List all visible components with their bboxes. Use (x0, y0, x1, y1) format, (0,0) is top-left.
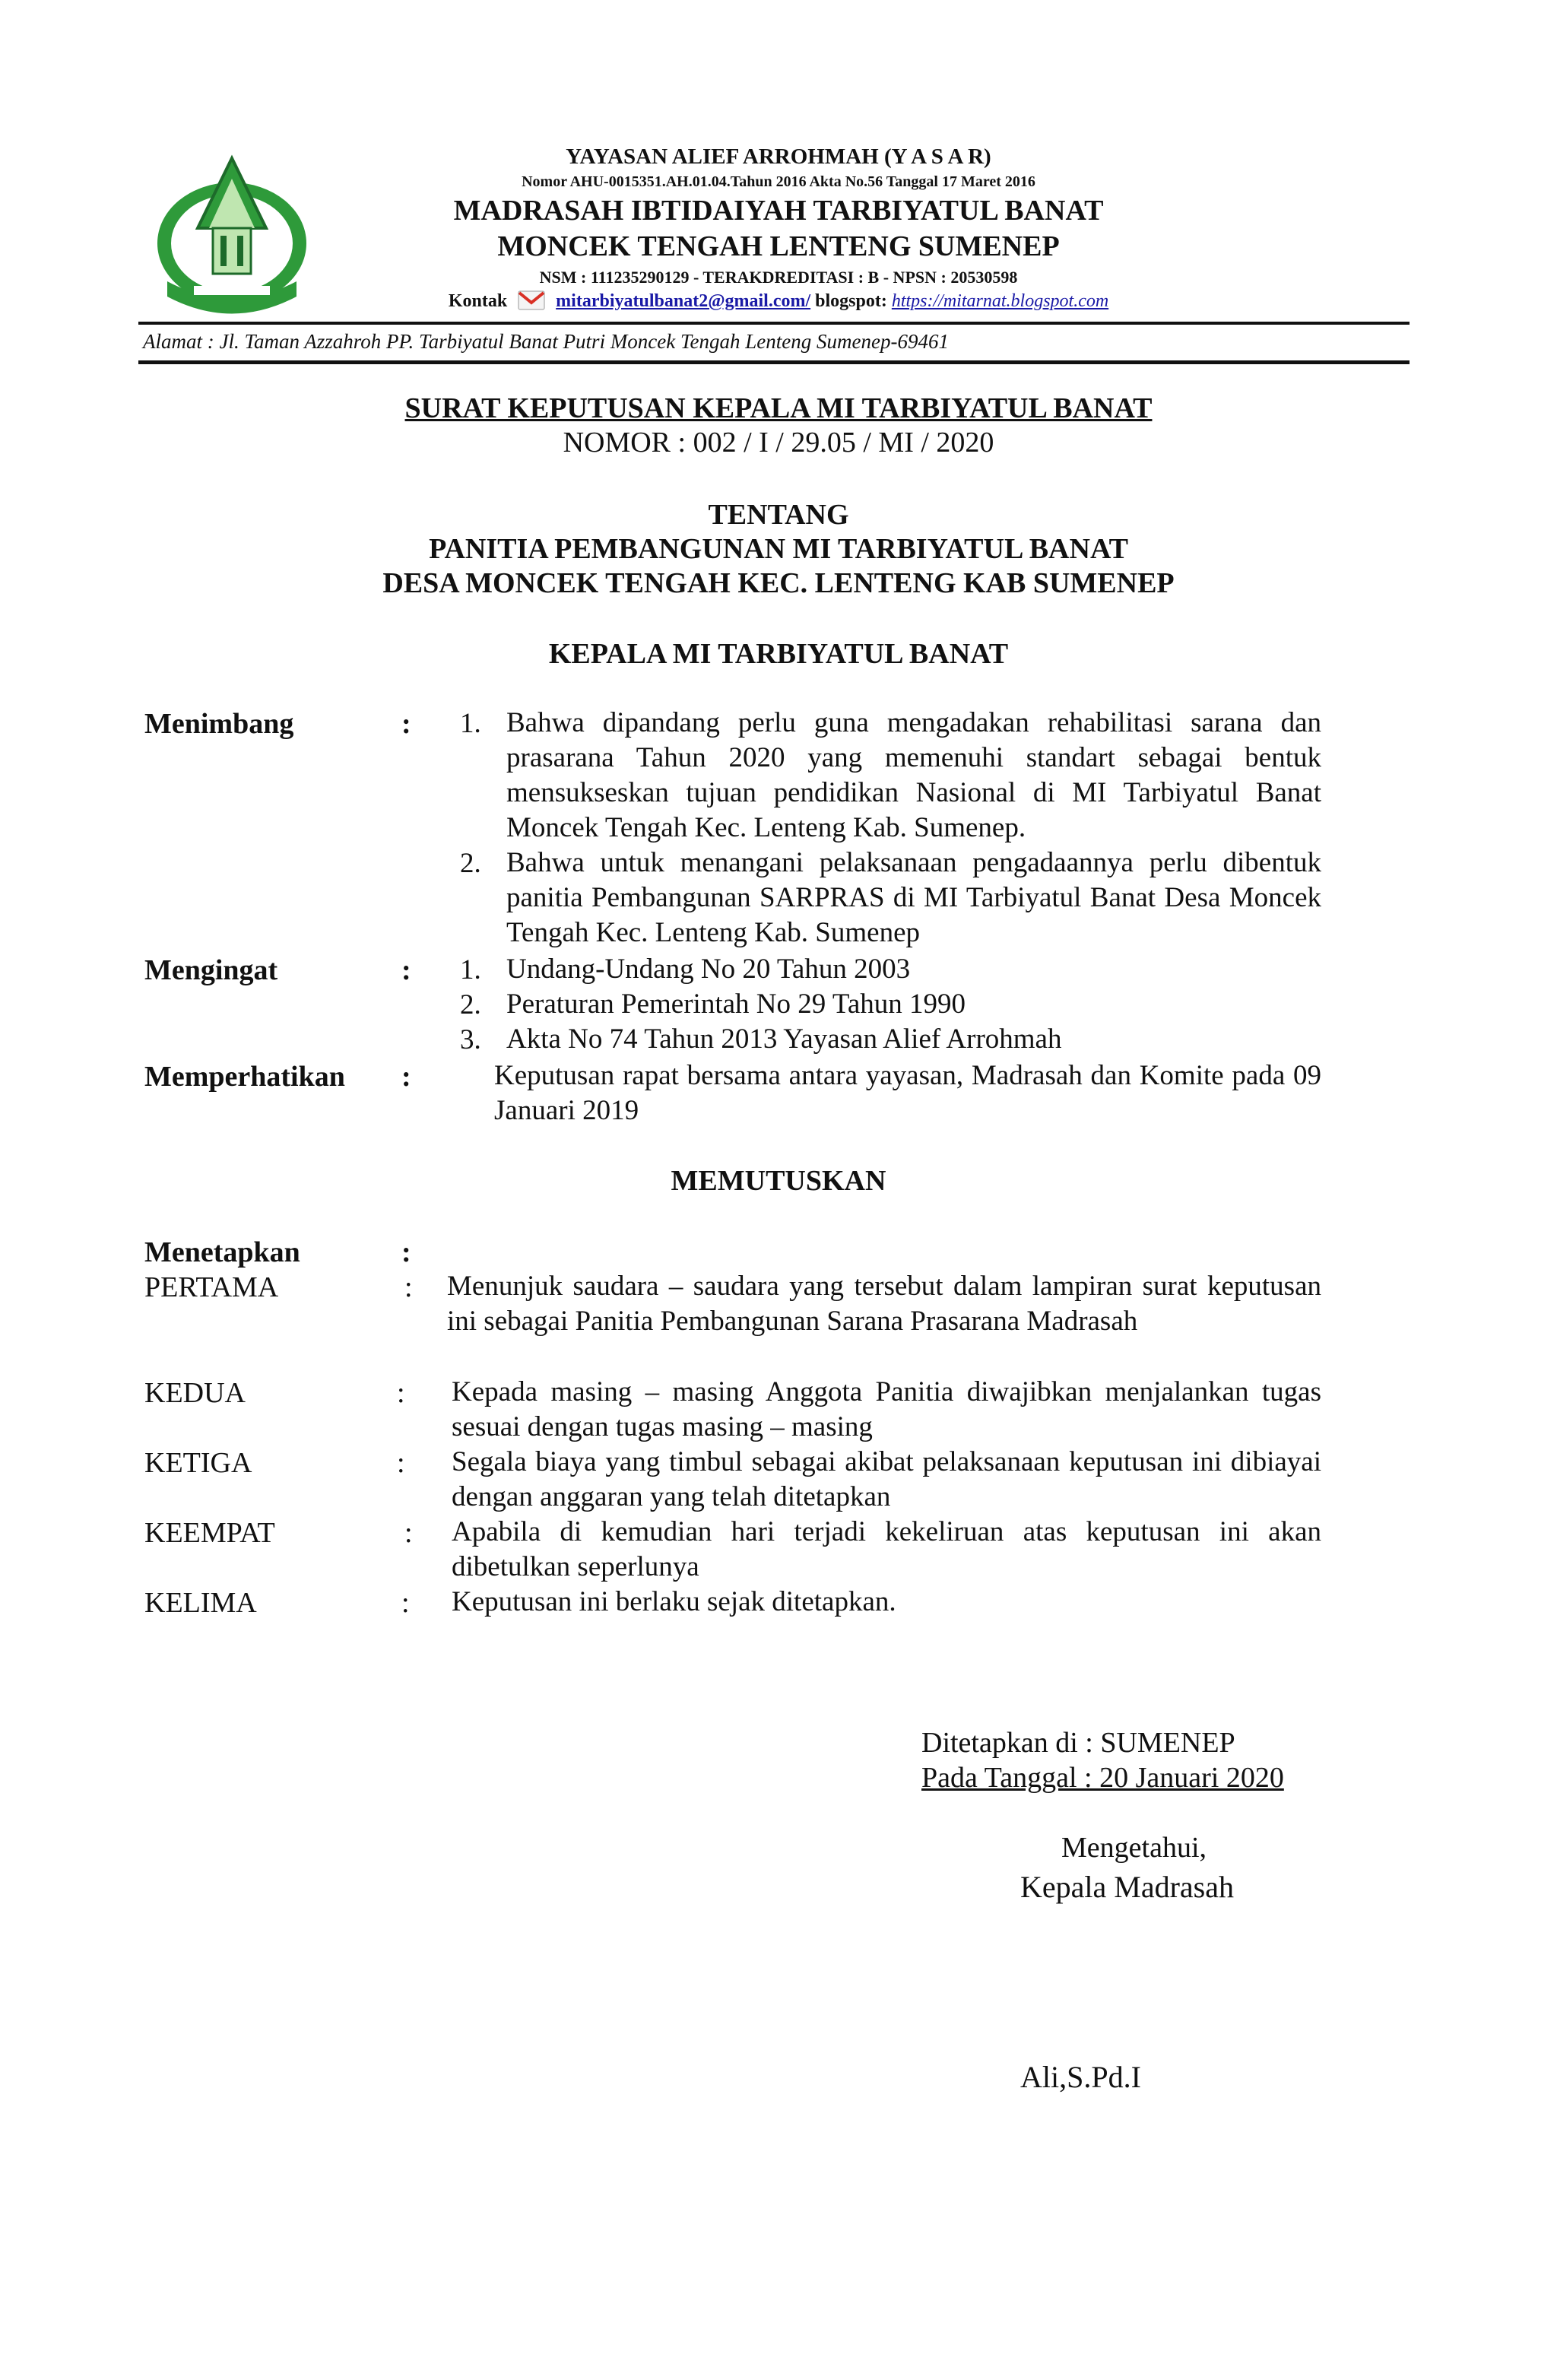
signature-place: Ditetapkan di : SUMENEP (921, 1727, 1235, 1759)
kelima-label: KELIMA (144, 1587, 257, 1619)
kedua-colon: : (397, 1377, 405, 1409)
school-name: MADRASAH IBTIDAIYAH TARBIYATUL BANAT (453, 195, 1104, 227)
menimbang-num-2: 2. (460, 848, 481, 879)
memperhatikan-text: Keputusan rapat bersama antara yayasan, Madrasah dan Komite pada 09 Januari 2019 (494, 1060, 1321, 1126)
school-address: Alamat : Jl. Taman Azzahroh PP. Tarbiyatul Banat Putri Moncek Tengah Lenteng Sumenep-69461 (143, 330, 949, 353)
header-rule-top (138, 322, 1410, 325)
pertama-label: PERTAMA (144, 1271, 279, 1303)
mengingat-num-2: 2. (460, 989, 481, 1020)
signature-date: Pada Tanggal : 20 Januari 2020 (921, 1762, 1284, 1794)
menetapkan-label: Menetapkan (144, 1236, 300, 1268)
menimbang-item-2: Bahwa untuk menangani pelaksanaan pengadaannya perlu dibentuk panitia Pembangunan SARPRAS di MI Tarbiyatul Banat Desa Moncek Tengah Kec. Lenteng Kab. Sumenep (506, 847, 1321, 948)
decree-number: NOMOR : 002 / I / 29.05 / MI / 2020 (563, 427, 994, 459)
subject-line-1: PANITIA PEMBANGUNAN MI TARBIYATUL BANAT (429, 533, 1128, 565)
contact-line (0, 290, 1557, 312)
kelima-colon: : (401, 1587, 410, 1619)
blog-link[interactable]: https://mitarnat.blogspot.com (891, 291, 1109, 311)
gmail-icon (518, 290, 545, 310)
keempat-colon: : (404, 1517, 413, 1549)
mengingat-label: Mengingat (144, 954, 278, 986)
menimbang-label: Menimbang (144, 708, 294, 740)
ketiga-label: KETIGA (144, 1447, 252, 1479)
header-rule-bottom (138, 360, 1410, 364)
ketiga-colon: : (397, 1447, 405, 1479)
memperhatikan-colon: : (401, 1061, 411, 1093)
signature-acknowledged: Mengetahui, (1061, 1832, 1207, 1864)
signatory-name: Ali,S.Pd.I (1020, 2060, 1141, 2094)
email-link[interactable]: mitarbiyatulbanat2@gmail.com/ (556, 291, 811, 311)
kedua-text: Kepada masing – masing Anggota Panitia diwajibkan menjalankan tugas sesuai dengan tugas masing – masing (452, 1376, 1321, 1442)
keempat-text: Apabila di kemudian hari terjadi kekeliruan atas keputusan ini akan dibetulkan seperlunya (452, 1516, 1321, 1582)
kelima-text: Keputusan ini berlaku sejak ditetapkan. (452, 1586, 896, 1617)
tentang-heading: TENTANG (708, 499, 849, 531)
menimbang-colon: : (401, 708, 411, 740)
mengingat-item-1: Undang-Undang No 20 Tahun 2003 (506, 954, 911, 985)
ketiga-text: Segala biaya yang timbul sebagai akibat pelaksanaan keputusan ini dibiayai dengan anggaran yang telah ditetapkan (452, 1446, 1321, 1512)
blog-label: blogspot: (815, 291, 887, 311)
memutuskan-heading: MEMUTUSKAN (671, 1165, 886, 1197)
mengingat-colon: : (401, 954, 411, 986)
memperhatikan-label: Memperhatikan (144, 1061, 345, 1093)
subject-line-2: DESA MONCEK TENGAH KEC. LENTENG KAB SUMENEP (382, 567, 1175, 599)
menimbang-item-1: Bahwa dipandang perlu guna mengadakan rehabilitasi sarana dan prasarana Tahun 2020 yang memenuhi standart sebagai bentuk mensukseskan tujuan pendidikan Nasional di MI Tarbiyatul Banat Moncek Tengah Kec. Lenteng Kab. Sumenep. (506, 707, 1321, 843)
keempat-label: KEEMPAT (144, 1517, 275, 1549)
pertama-colon: : (404, 1271, 413, 1303)
pertama-text: Menunjuk saudara – saudara yang tersebut dalam lampiran surat keputusan ini sebagai Panitia Pembangunan Sarana Prasarana Madrasah (447, 1271, 1321, 1337)
mengingat-num-1: 1. (460, 954, 481, 985)
school-location: MONCEK TENGAH LENTENG SUMENEP (497, 230, 1060, 262)
menimbang-num-1: 1. (460, 708, 481, 739)
legal-registration: Nomor AHU-0015351.AH.01.04.Tahun 2016 Akta No.56 Tanggal 17 Maret 2016 (522, 173, 1035, 190)
decree-title: SURAT KEPUTUSAN KEPALA MI TARBIYATUL BANAT (404, 392, 1153, 424)
signature-position: Kepala Madrasah (1020, 1870, 1234, 1904)
contact-label: Kontak (448, 291, 508, 311)
foundation-name: YAYASAN ALIEF ARROHMAH (Y A S A R) (566, 144, 991, 169)
school-ids: NSM : 111235290129 - TERAKDREDITASI : B - NPSN : 20530598 (539, 268, 1018, 287)
mengingat-item-2: Peraturan Pemerintah No 29 Tahun 1990 (506, 988, 966, 1020)
mengingat-num-3: 3. (460, 1024, 481, 1055)
kedua-label: KEDUA (144, 1377, 246, 1409)
mengingat-item-3: Akta No 74 Tahun 2013 Yayasan Alief Arrohmah (506, 1023, 1062, 1055)
menetapkan-colon: : (401, 1236, 411, 1268)
issuer-heading: KEPALA MI TARBIYATUL BANAT (548, 638, 1009, 670)
